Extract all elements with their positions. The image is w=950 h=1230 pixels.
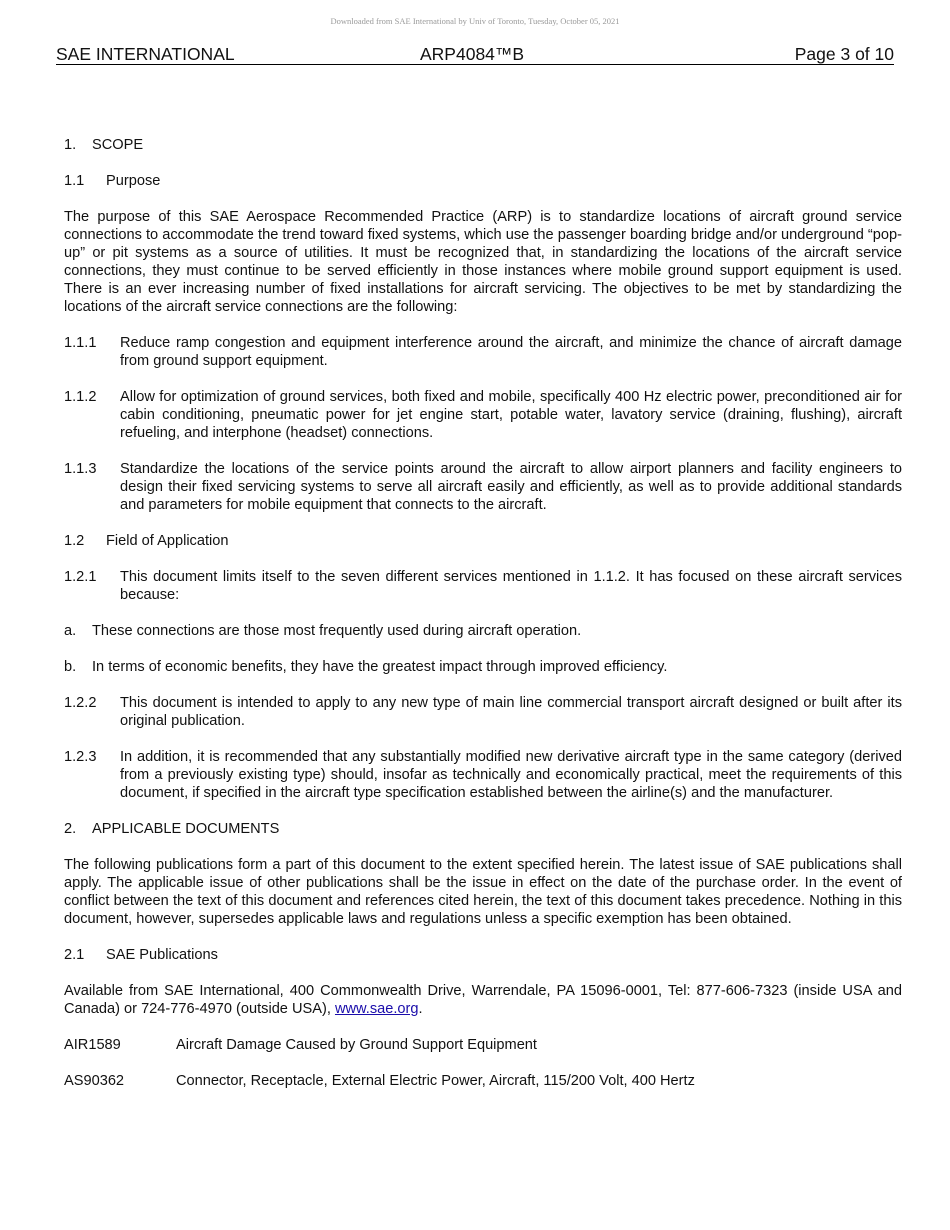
item-number: 1.1.1 — [64, 335, 97, 351]
section-number: 1. — [64, 137, 77, 153]
section-title: SCOPE — [92, 137, 144, 153]
item-text: Reduce ramp congestion and equipment interference around the aircraft, and minimize the chance of aircraft damage from ground support equipment. — [120, 335, 902, 369]
section-number: 2. — [64, 821, 77, 837]
sae-website-link[interactable]: www.sae.org — [334, 1001, 419, 1017]
item-number: 1.1.2 — [64, 389, 97, 405]
reference-code: AIR1589 — [64, 1037, 121, 1053]
item-letter: b. — [64, 659, 77, 675]
header-org: SAE INTERNATIONAL — [56, 44, 235, 64]
list-item — [64, 388, 902, 442]
section-2-heading — [64, 820, 902, 838]
list-item — [64, 460, 902, 514]
item-text: These connections are those most frequently used during aircraft operation. — [92, 623, 582, 639]
purpose-paragraph: The purpose of this SAE Aerospace Recommended Practice (ARP) is to standardize locations of aircraft ground service connections to accommodate the trend toward fixed systems, which use the passenger boarding bridge and/or underground “pop-up” or pit systems as a source of utilities. It must be recognized that, in standardizing the locations of the aircraft service connections, they must continue to be served efficiently in those instances where mobile ground support equipment is used. There is an ever increasing number of fixed installations for aircraft servicing. The objectives to be met by standardizing the locations of the aircraft service connections are the following: — [64, 209, 902, 315]
item-text: In terms of economic benefits, they have the greatest impact through improved efficiency. — [92, 659, 668, 675]
list-item — [64, 622, 902, 640]
section-1-1-heading — [64, 172, 902, 190]
reference-title: Aircraft Damage Caused by Ground Support Equipment — [176, 1037, 537, 1053]
section-1-2-heading — [64, 532, 902, 550]
list-item — [64, 658, 902, 676]
item-number: 1.1.3 — [64, 461, 97, 477]
reference-title: Connector, Receptacle, External Electric Power, Aircraft, 115/200 Volt, 400 Hertz — [176, 1073, 695, 1089]
section-1-heading — [64, 136, 902, 154]
reference-item — [64, 1072, 902, 1090]
item-text: This document limits itself to the seven different services mentioned in 1.1.2. It has focused on these aircraft services because: — [120, 569, 902, 603]
section-title: Field of Application — [106, 533, 229, 549]
list-item — [64, 568, 902, 604]
item-letter: a. — [64, 623, 77, 639]
section-title: SAE Publications — [106, 947, 218, 963]
list-item — [64, 334, 902, 370]
item-text: Allow for optimization of ground services, both fixed and mobile, specifically 400 Hz electric power, preconditioned air for cabin conditioning, pneumatic power for jet engine start, potable water, lavatory service (draining, flushing), aircraft refueling, and interphone (headset) connections. — [120, 389, 902, 441]
section-2-1-heading — [64, 946, 902, 964]
download-notice: Downloaded from SAE International by Univ of Toronto, Tuesday, October 05, 2021 — [330, 16, 620, 26]
section-number: 2.1 — [64, 947, 85, 963]
list-item — [64, 748, 902, 802]
applicable-documents-paragraph: The following publications form a part of this document to the extent specified herein. The latest issue of SAE publications shall apply. The applicable issue of other publications shall be the issue in effect on the date of the purchase order. In the event of conflict between the text of this document and references cited herein, the text of this document takes precedence. Nothing in this document, however, supersedes applicable laws and regulations unless a specific exemption has been obtained. — [64, 857, 902, 927]
item-number: 1.2.1 — [64, 569, 97, 585]
availability-text: Available from SAE International, 400 Commonwealth Drive, Warrendale, PA 15096-0001, Tel: 877-606-7323 (inside USA and Canada) or 724-776-4970 (outside USA), — [64, 983, 902, 1017]
header-page-number: Page 3 of 10 — [794, 44, 894, 64]
sae-availability-paragraph — [64, 982, 902, 1018]
item-text: In addition, it is recommended that any substantially modified new derivative aircraft type in the same category (derived from a previously existing type) should, insofar as technically and economically practical, meet the requirements of this document, if specified in the aircraft type specification established between the airline(s) and the manufacturer. — [120, 749, 902, 801]
item-text: Standardize the locations of the service points around the aircraft to allow airport planners and facility engineers to design their fixed servicing systems to serve all aircraft easily and efficiently, as well as to provide additional standards and parameters for mobile equipment that connects to the aircraft. — [120, 461, 902, 513]
section-title: APPLICABLE DOCUMENTS — [92, 821, 280, 837]
item-number: 1.2.3 — [64, 749, 97, 765]
list-item — [64, 694, 902, 730]
item-number: 1.2.2 — [64, 695, 97, 711]
page-header — [56, 44, 894, 65]
header-doc-number: ARP4084™B — [420, 44, 525, 64]
section-number: 1.2 — [64, 533, 85, 549]
item-text: This document is intended to apply to any new type of main line commercial transport aircraft designed or built after its original publication. — [120, 695, 902, 729]
document-body — [64, 136, 902, 1108]
section-number: 1.1 — [64, 173, 85, 189]
section-title: Purpose — [106, 173, 161, 189]
reference-item — [64, 1036, 902, 1054]
availability-text-end: . — [418, 1001, 423, 1017]
reference-code: AS90362 — [64, 1073, 125, 1089]
